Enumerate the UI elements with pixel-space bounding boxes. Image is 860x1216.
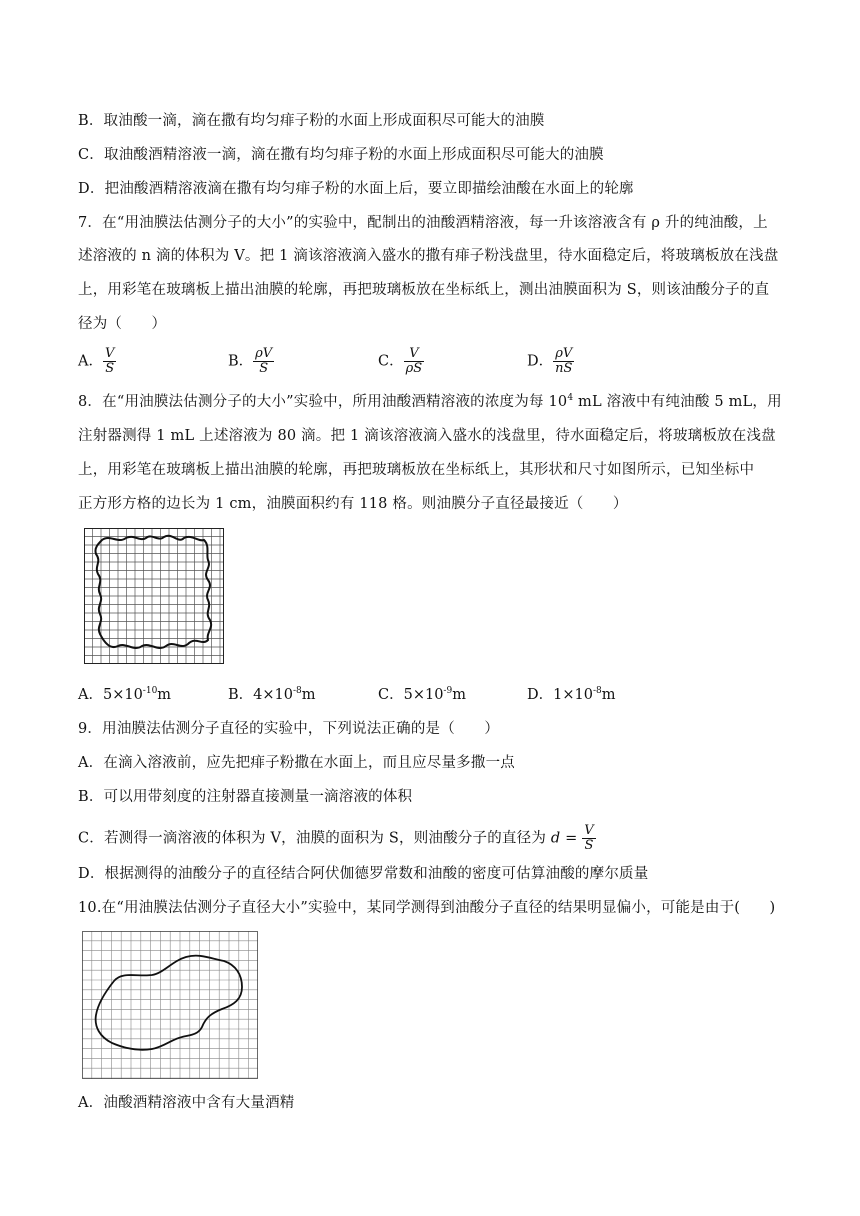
q7-stem-line-1: 7．在“用油膜法估测分子的大小”的实验中，配制出的油酸酒精溶液，每一升该溶液含有 ρ 升的纯油酸，上 [78,215,768,231]
q7-stem-line-3: 上，用彩笔在玻璃板上描出油膜的轮廓，再把玻璃板放在坐标纸上，测出油膜面积为 S，则该油酸分子的直 [78,282,770,298]
fraction: $\frac{\rho V}{nS}$ [555,346,573,376]
q8-option-b: B．$4\times 10^{-8}m$ [228,686,316,703]
q10-oil-film-grid-figure [82,931,258,1079]
q8-option-d: D．$1\times 10^{-8}m$ [527,686,616,703]
fraction: $\frac{\rho V}{S}$ [255,346,273,376]
q6-option-c: C．取油酸酒精溶液一滴，滴在撒有均匀痱子粉的水面上形成面积尽可能大的油膜 [78,147,604,163]
q9-option-a: A．在滴入溶液前，应先把痱子粉撒在水面上，而且应尽量多撒一点 [78,755,515,771]
q8-stem-line-4: 正方形方格的边长为 1 cm，油膜面积约有 118 格。则油膜分子直径最接近（ ） [78,496,628,512]
fraction: $\frac{V}{S}$ [104,346,115,376]
fraction: $\frac{V}{\rho S}$ [405,346,423,376]
q6-option-d: D．把油酸酒精溶液滴在撒有均匀痱子粉的水面上后，要立即描绘油酸在水面上的轮廓 [78,181,634,197]
q9-option-b: B．可以用带刻度的注射器直接测量一滴溶液的体积 [78,789,413,805]
q8-stem-line-2: 注射器测得 1 mL 上述溶液为 80 滴。把 1 滴该溶液滴入盛水的浅盘里，待水面稳定后，将玻璃板放在浅盘 [78,428,776,444]
q7-option-c: C． $\frac{V}{\rho S}$ [378,346,423,376]
q7-stem-line-4: 径为（ ） [78,316,167,332]
q9-option-d: D．根据测得的油酸分子的直径结合阿伏伽德罗常数和油酸的密度可估算油酸的摩尔质量 [78,866,649,882]
q8-option-c: C．$5\times 10^{-9}m$ [378,686,466,703]
q8-stem-line-1: 8．在“用油膜法估测分子的大小”实验中，所用油酸酒精溶液的浓度为每 $10^4$ mL 溶液中有纯油酸 5 mL，用 [78,393,782,410]
q8-oil-film-grid-figure [84,528,224,664]
q10-stem: 10.在“用油膜法估测分子直径大小”实验中，某同学测得到油酸分子直径的结果明显偏小，可能是由于( ) [78,900,776,916]
q7-stem-line-2: 述溶液的 n 滴的体积为 V。把 1 滴该溶液滴入盛水的撒有痱子粉浅盘里，待水面稳定后，将玻璃板放在浅盘 [78,248,779,264]
oil-film-outline [95,536,211,648]
fraction: $\frac{V}{S}$ [584,823,594,853]
q7-option-b: B． $\frac{\rho V}{S}$ [228,346,273,376]
q9-stem: 9．用油膜法估测分子直径的实验中，下列说法正确的是（ ） [78,721,500,737]
q8-stem-line-3: 上，用彩笔在玻璃板上描出油膜的轮廓，再把玻璃板放在坐标纸上，其形状和尺寸如图所示，已知坐标中 [78,462,755,478]
q7-option-d: D． $\frac{\rho V}{nS}$ [527,346,573,376]
q10-option-a: A．油酸酒精溶液中含有大量酒精 [78,1095,295,1111]
q6-option-b: B．取油酸一滴，滴在撒有均匀痱子粉的水面上形成面积尽可能大的油膜 [78,113,545,129]
q7-option-a: A． $\frac{V}{S}$ [78,346,115,376]
oil-film-outline [96,956,242,1050]
q9-option-c: C．若测得一滴溶液的体积为 V，油膜的面积为 S，则油酸分子的直径为 d = $\frac{V}{S}$ [78,823,594,853]
q8-option-a: A．$5\times 10^{-10}m$ [78,686,172,703]
